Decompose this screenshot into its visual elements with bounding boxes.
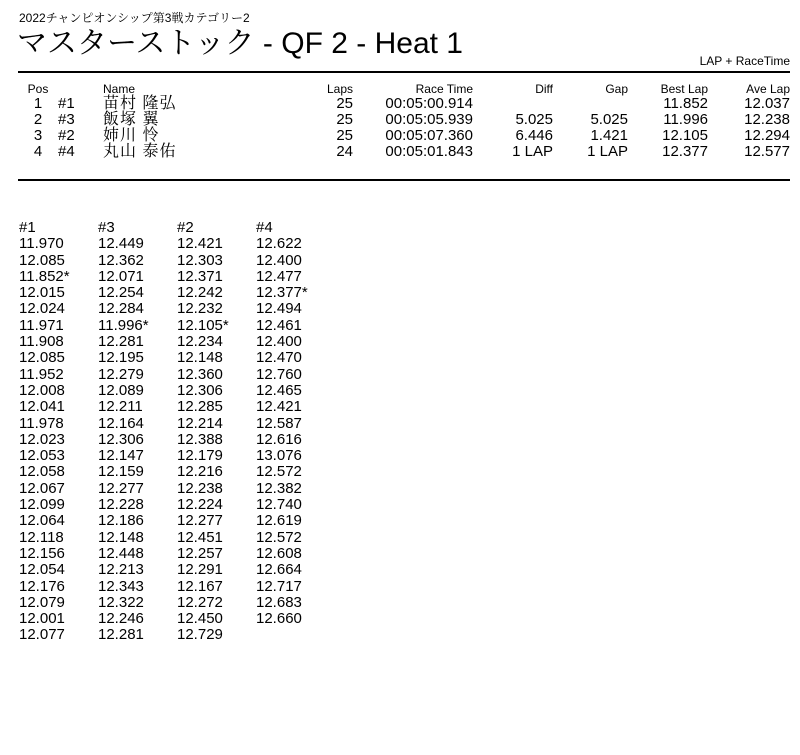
lap-time: 12.224 [177,496,223,514]
page-title: マスターストック - QF 2 - Heat 1 [17,27,463,60]
results-header-row [18,82,790,96]
lap-time: 12.616 [256,430,302,448]
lap-column [177,220,256,644]
lap-time: 12.234 [177,333,223,351]
lap-time: 12.148 [177,349,223,367]
cell-race-time: 00:05:01.843 [385,143,473,160]
lap-time: 12.041 [19,398,65,416]
cell-pos: 4 [33,143,43,160]
lap-time: 12.470 [256,349,302,367]
lap-time: 12.291 [177,561,223,579]
lap-time: 12.608 [256,544,302,562]
lap-time: 12.729 [177,626,223,644]
lap-time: 12.388 [177,430,223,448]
lap-time: 12.089 [98,381,144,399]
lap-time: 11.852* [19,267,70,285]
cell-pos: 1 [33,95,43,112]
bottom-rule [18,179,790,181]
lap-time: 12.272 [177,593,223,611]
cell-laps: 24 [336,143,353,160]
cell-ave-lap: 12.294 [744,127,790,144]
lap-time: 12.465 [256,381,302,399]
column-header-gap: Gap [605,82,628,96]
lap-times-grid [19,220,335,644]
lap-time: 12.448 [98,544,144,562]
lap-time: 12.451 [177,528,223,546]
lap-time: 12.664 [256,561,302,579]
lap-time: 12.382 [256,479,302,497]
lap-time: 12.740 [256,496,302,514]
cell-car-number: #1 [58,95,75,112]
cell-driver-name: 姉川 怜 [103,127,160,144]
lap-time: 12.281 [98,626,144,644]
column-header-ave-lap: Ave Lap [746,82,790,96]
cell-diff: 5.025 [515,111,553,128]
lap-time: 12.587 [256,414,302,432]
lap-time: 12.400 [256,333,302,351]
cell-driver-name: 苗村 隆弘 [103,95,177,112]
lap-time: 12.164 [98,414,144,432]
lap-time: 12.400 [256,251,302,269]
cell-best-lap: 11.996 [663,111,708,128]
cell-laps: 25 [336,95,353,112]
report-mode-label: LAP + RaceTime [699,54,790,68]
lap-time: 12.360 [177,365,223,383]
lap-time: 12.085 [19,349,65,367]
lap-time: 12.023 [19,430,65,448]
lap-time: 12.211 [98,398,143,416]
column-header-best-lap: Best Lap [660,82,708,96]
lap-time: 12.421 [256,398,302,416]
cell-race-time: 00:05:00.914 [385,95,473,112]
cell-laps: 25 [336,111,353,128]
lap-time: 12.008 [19,381,65,399]
column-header-laps: Laps [326,82,353,96]
column-header-race-time: Race Time [415,82,473,96]
cell-best-lap: 12.377 [662,143,708,160]
results-table [18,82,790,160]
cell-car-number: #2 [58,127,75,144]
lap-time: 11.970 [19,235,64,253]
lap-time: 12.572 [256,528,302,546]
lap-time: 12.284 [98,300,144,318]
lap-time: 12.156 [19,544,65,562]
lap-time: 12.077 [19,626,65,644]
cell-ave-lap: 12.577 [744,143,790,160]
lap-time: 12.099 [19,496,65,514]
lap-time: 12.242 [177,284,223,302]
cell-gap: 1.421 [590,127,628,144]
cell-diff: 6.446 [515,127,553,144]
lap-time: 12.281 [98,333,144,351]
lap-time: 12.306 [98,430,144,448]
top-rule [18,71,790,73]
cell-laps: 25 [336,127,353,144]
lap-time: 12.118 [19,528,64,546]
lap-time: 12.449 [98,235,144,253]
lap-time: 12.147 [98,447,144,465]
lap-time: 12.572 [256,463,302,481]
cell-diff [473,96,553,112]
lap-time: 12.176 [19,577,65,595]
lap-column-header: #3 [98,219,115,236]
column-header-name: Name [103,82,136,96]
cell-gap: 5.025 [590,111,628,128]
lap-time: 11.908 [19,333,64,351]
lap-column-header: #2 [177,219,194,236]
lap-time: 12.461 [256,316,302,334]
lap-time: 12.186 [98,512,144,530]
cell-gap [553,96,628,112]
lap-time: 12.148 [98,528,144,546]
lap-time: 12.228 [98,496,144,514]
lap-time: 11.996* [98,316,149,334]
table-row [18,96,790,112]
lap-time: 13.076 [256,447,302,465]
lap-time: 12.277 [177,512,223,530]
column-header-pos: Pos [27,82,49,96]
cell-pos: 3 [33,127,43,144]
table-row [18,144,790,160]
lap-time: 12.450 [177,610,223,628]
lap-time: 12.377* [256,284,308,302]
table-row [18,128,790,144]
lap-time: 12.213 [98,561,144,579]
lap-column [98,220,177,644]
lap-column-header: #1 [19,219,36,236]
lap-time: 12.085 [19,251,65,269]
lap-time: 12.254 [98,284,144,302]
cell-best-lap: 12.105 [662,127,708,144]
lap-time: 12.079 [19,593,65,611]
column-header-number [58,82,103,96]
lap-time: 11.978 [19,414,64,432]
lap-time: 12.622 [256,235,302,253]
lap-time: 12.343 [98,577,144,595]
lap-time: 12.257 [177,544,223,562]
lap-time: 12.058 [19,463,65,481]
lap-time: 12.619 [256,512,302,530]
lap-time: 12.105* [177,316,229,334]
cell-gap: 1 LAP [587,143,628,160]
lap-time: 12.421 [177,235,223,253]
cell-best-lap: 11.852 [663,95,708,112]
lap-time: 12.683 [256,593,302,611]
table-row [18,112,790,128]
lap-time: 12.067 [19,479,65,497]
lap-time: 12.371 [177,267,223,285]
lap-time: 11.971 [19,316,64,334]
lap-time: 12.303 [177,251,223,269]
lap-time: 12.362 [98,251,144,269]
lap-time: 12.717 [256,577,302,595]
lap-time: 12.285 [177,398,223,416]
cell-car-number: #4 [58,143,75,160]
lap-time: 12.024 [19,300,65,318]
lap-column [256,220,335,644]
cell-race-time: 00:05:05.939 [385,111,473,128]
cell-diff: 1 LAP [512,143,553,160]
cell-ave-lap: 12.238 [744,111,790,128]
cell-driver-name: 飯塚 翼 [103,111,160,128]
lap-time: 12.071 [98,267,144,285]
lap-time: 12.232 [177,300,223,318]
lap-time: 12.760 [256,365,302,383]
lap-time: 12.015 [19,284,65,302]
lap-time: 12.054 [19,561,65,579]
lap-time: 12.477 [256,267,302,285]
cell-race-time: 00:05:07.360 [385,127,473,144]
lap-time: 12.064 [19,512,65,530]
cell-car-number: #3 [58,111,75,128]
lap-time: 12.195 [98,349,144,367]
lap-time: 12.053 [19,447,65,465]
lap-time: 12.246 [98,610,144,628]
lap-column [19,220,98,644]
lap-time: 12.494 [256,300,302,318]
lap-time: 12.322 [98,593,144,611]
lap-time: 12.179 [177,447,223,465]
lap-time: 12.660 [256,610,302,628]
lap-time: 12.238 [177,479,223,497]
lap-time: 12.167 [177,577,223,595]
cell-driver-name: 丸山 泰佑 [103,143,177,160]
lap-column-header: #4 [256,219,273,236]
lap-time: 12.214 [177,414,223,432]
cell-pos: 2 [33,111,43,128]
lap-time: 11.952 [19,365,64,383]
lap-time: 12.277 [98,479,144,497]
event-subtitle: 2022チャンピオンシップ第3戦カテゴリー2 [19,11,250,25]
lap-time: 12.159 [98,463,144,481]
lap-time: 12.216 [177,463,223,481]
lap-time: 12.279 [98,365,144,383]
lap-time: 12.001 [19,610,65,628]
cell-ave-lap: 12.037 [744,95,790,112]
lap-time: 12.306 [177,381,223,399]
column-header-diff: Diff [535,82,553,96]
